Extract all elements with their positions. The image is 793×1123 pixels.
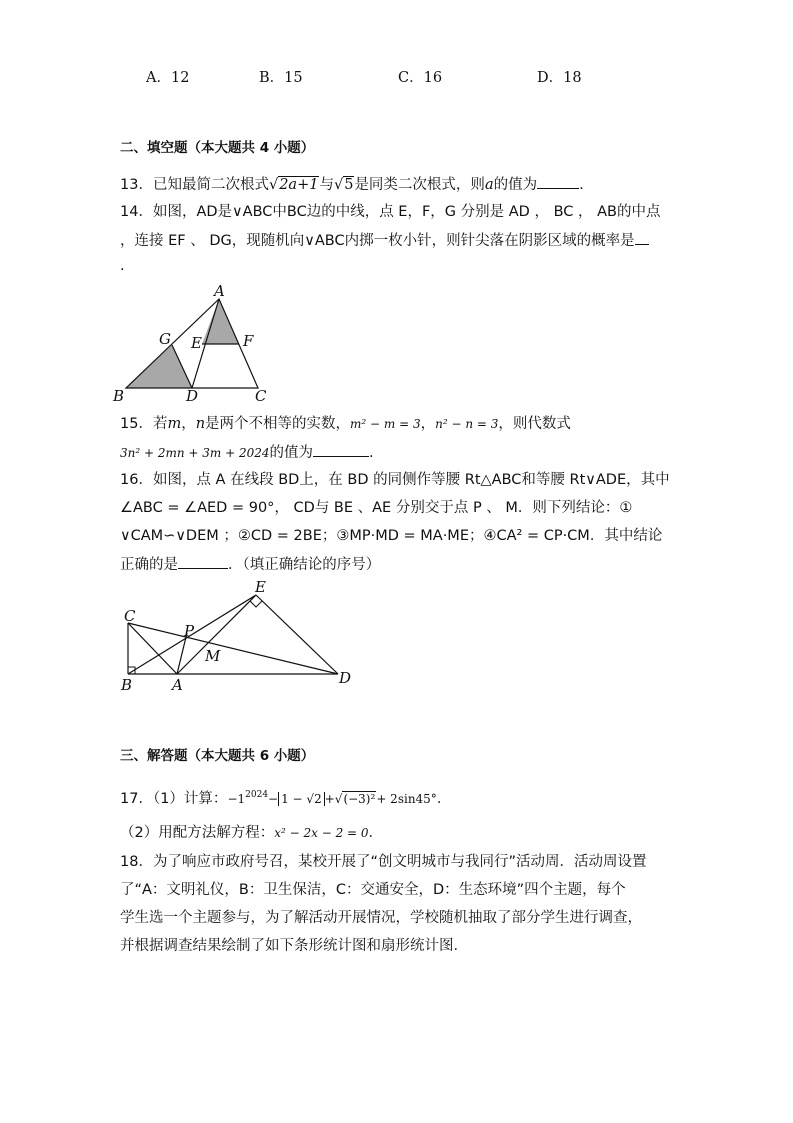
q15-text-5: ，则代数式 (498, 416, 571, 432)
q16-line-4-text-a: 正确的是 (120, 557, 178, 573)
section-title-fill-blank: 二、填空题（本大题共 4 小题） (120, 140, 315, 156)
q13-answer-blank[interactable] (537, 174, 579, 189)
q17-plus: + (324, 792, 335, 806)
q17-equation: x² − 2x − 2 = 0 (274, 826, 369, 840)
question-13: 13．已知最简二次根式√2a+1与√5是同类二次根式，则a的值为 . (120, 174, 584, 195)
q16-line-3: ∨CAM∽∨DEM ；②CD = 2BE；③MP·MD = MA·ME；④CA² = CP·CM．其中结论 (120, 528, 663, 544)
q13-text-1: 13．已知最简二次根式 (120, 177, 269, 193)
q14-line-2-text: ，连接 EF 、 DG，现随机向∨ABC内掷一枚小针，则针尖落在阴影区域的概率是 (120, 233, 635, 249)
q16-line-4-text-b: ．（填正确结论的序号） (228, 557, 381, 573)
q15-equation-1: m² − m = 3 (350, 417, 421, 431)
label-e: E (191, 334, 202, 352)
q17-minus: − (268, 792, 279, 806)
q14-line-1: 14．如图，AD是∨ABC中BC边的中线，点 E，F，G 分别是 AD ， BC ， AB的中点 (120, 204, 661, 220)
q17-term-4: + 2sin45° (376, 792, 437, 806)
q16-line-1: 16．如图，点 A 在线段 BD上，在 BD 的同侧作等腰 Rt△ABC和等腰 Rt∨ADE，其中 (120, 472, 670, 488)
option-b: B．15 (259, 70, 303, 86)
right-angle-mark-e (250, 601, 262, 607)
q17-exponent: 2024 (245, 790, 269, 800)
q14-line-2 (120, 230, 649, 251)
label-b: B (113, 387, 125, 405)
q13-text-4: 的值为 (493, 177, 538, 193)
label-a: A (172, 676, 183, 694)
label-p: P (184, 622, 195, 640)
q17-absolute-value: 1 − √2 (278, 792, 325, 806)
segment-cd (128, 623, 338, 674)
label-d: D (186, 387, 199, 405)
q15-n: n (195, 416, 206, 432)
label-c: C (124, 607, 136, 625)
q15-text-2: ， (181, 416, 196, 432)
q16-line-2: ∠ABC = ∠AED = 90°， CD与 BE 、AE 分别交于点 P 、 M．则下列结论：① (120, 500, 633, 516)
label-m: M (205, 647, 221, 665)
q15-expression: 3n² + 2mn + 3m + 2024 (120, 446, 270, 460)
label-c: C (255, 387, 267, 405)
label-e: E (255, 578, 266, 596)
q18-line-1: 18．为了响应市政府号召，某校开展了“创文明城市与我同行”活动周．活动周设置 (120, 854, 647, 870)
q13-radicand-1: 2a+1 (279, 177, 319, 193)
q15-text-6: 的值为 (269, 445, 314, 461)
q17-part-2 (120, 823, 383, 843)
q13-variable: a (484, 177, 494, 193)
section-title-answer: 三、解答题（本大题共 6 小题） (120, 748, 315, 764)
q15-m: m (167, 416, 182, 432)
q17-text-1: 17．（1）计算： (120, 791, 228, 807)
q17-part-2-end: ． (368, 825, 384, 841)
triangle-figure-q14 (110, 282, 280, 406)
q15-text-3: 是两个不相等的实数， (205, 416, 351, 432)
q15-text-4: ， (420, 416, 436, 432)
q16-line-4 (120, 554, 380, 575)
q15-equation-2: n² − n = 3 (435, 417, 499, 431)
q18-line-2: 了“A：文明礼仪，B：卫生保洁，C：交通安全，D：生态环境”四个主题，每个 (120, 882, 626, 898)
q13-text-2: 与 (319, 177, 334, 193)
option-a: A．12 (146, 70, 190, 86)
q17-end: ． (436, 791, 452, 807)
q17-radicand: (−3)² (343, 792, 376, 806)
q16-answer-blank[interactable] (178, 554, 228, 569)
q17-term-1: −1 (227, 792, 246, 806)
q15-line-2 (120, 442, 374, 463)
geometry-figure-q16 (110, 578, 360, 698)
option-c: C．16 (398, 70, 443, 86)
q15-answer-blank[interactable] (313, 442, 369, 457)
q18-line-3: 学生选一个主题参与，为了解活动开展情况，学校随机抽取了部分学生进行调查， (120, 910, 642, 926)
option-d: D．18 (537, 70, 582, 86)
label-d: D (339, 669, 352, 687)
q15-end: . (369, 445, 374, 461)
q13-end: . (579, 177, 584, 193)
q17-part-2-text: （2）用配方法解方程： (120, 825, 275, 841)
label-f: F (243, 332, 254, 350)
label-a: A (214, 282, 225, 300)
q14-line-3: . (120, 258, 125, 274)
q15-text-1: 15．若 (120, 416, 168, 432)
q14-answer-blank[interactable] (635, 230, 649, 245)
q18-line-4: 并根据调查结果绘制了如下条形统计图和扇形统计图． (120, 938, 468, 954)
q13-text-3: 是同类二次根式，则 (354, 177, 485, 193)
q15-line-1 (120, 414, 571, 434)
segment-ed (256, 595, 338, 674)
label-g: G (159, 330, 171, 348)
label-b: B (121, 676, 133, 694)
q13-radicand-2: 5 (344, 177, 354, 193)
q17-part-1: 17．（1）计算：$-1^{2024}- 1 - √2 +√(-3)^2+ 2\sin 45^\circ$． (120, 790, 452, 807)
